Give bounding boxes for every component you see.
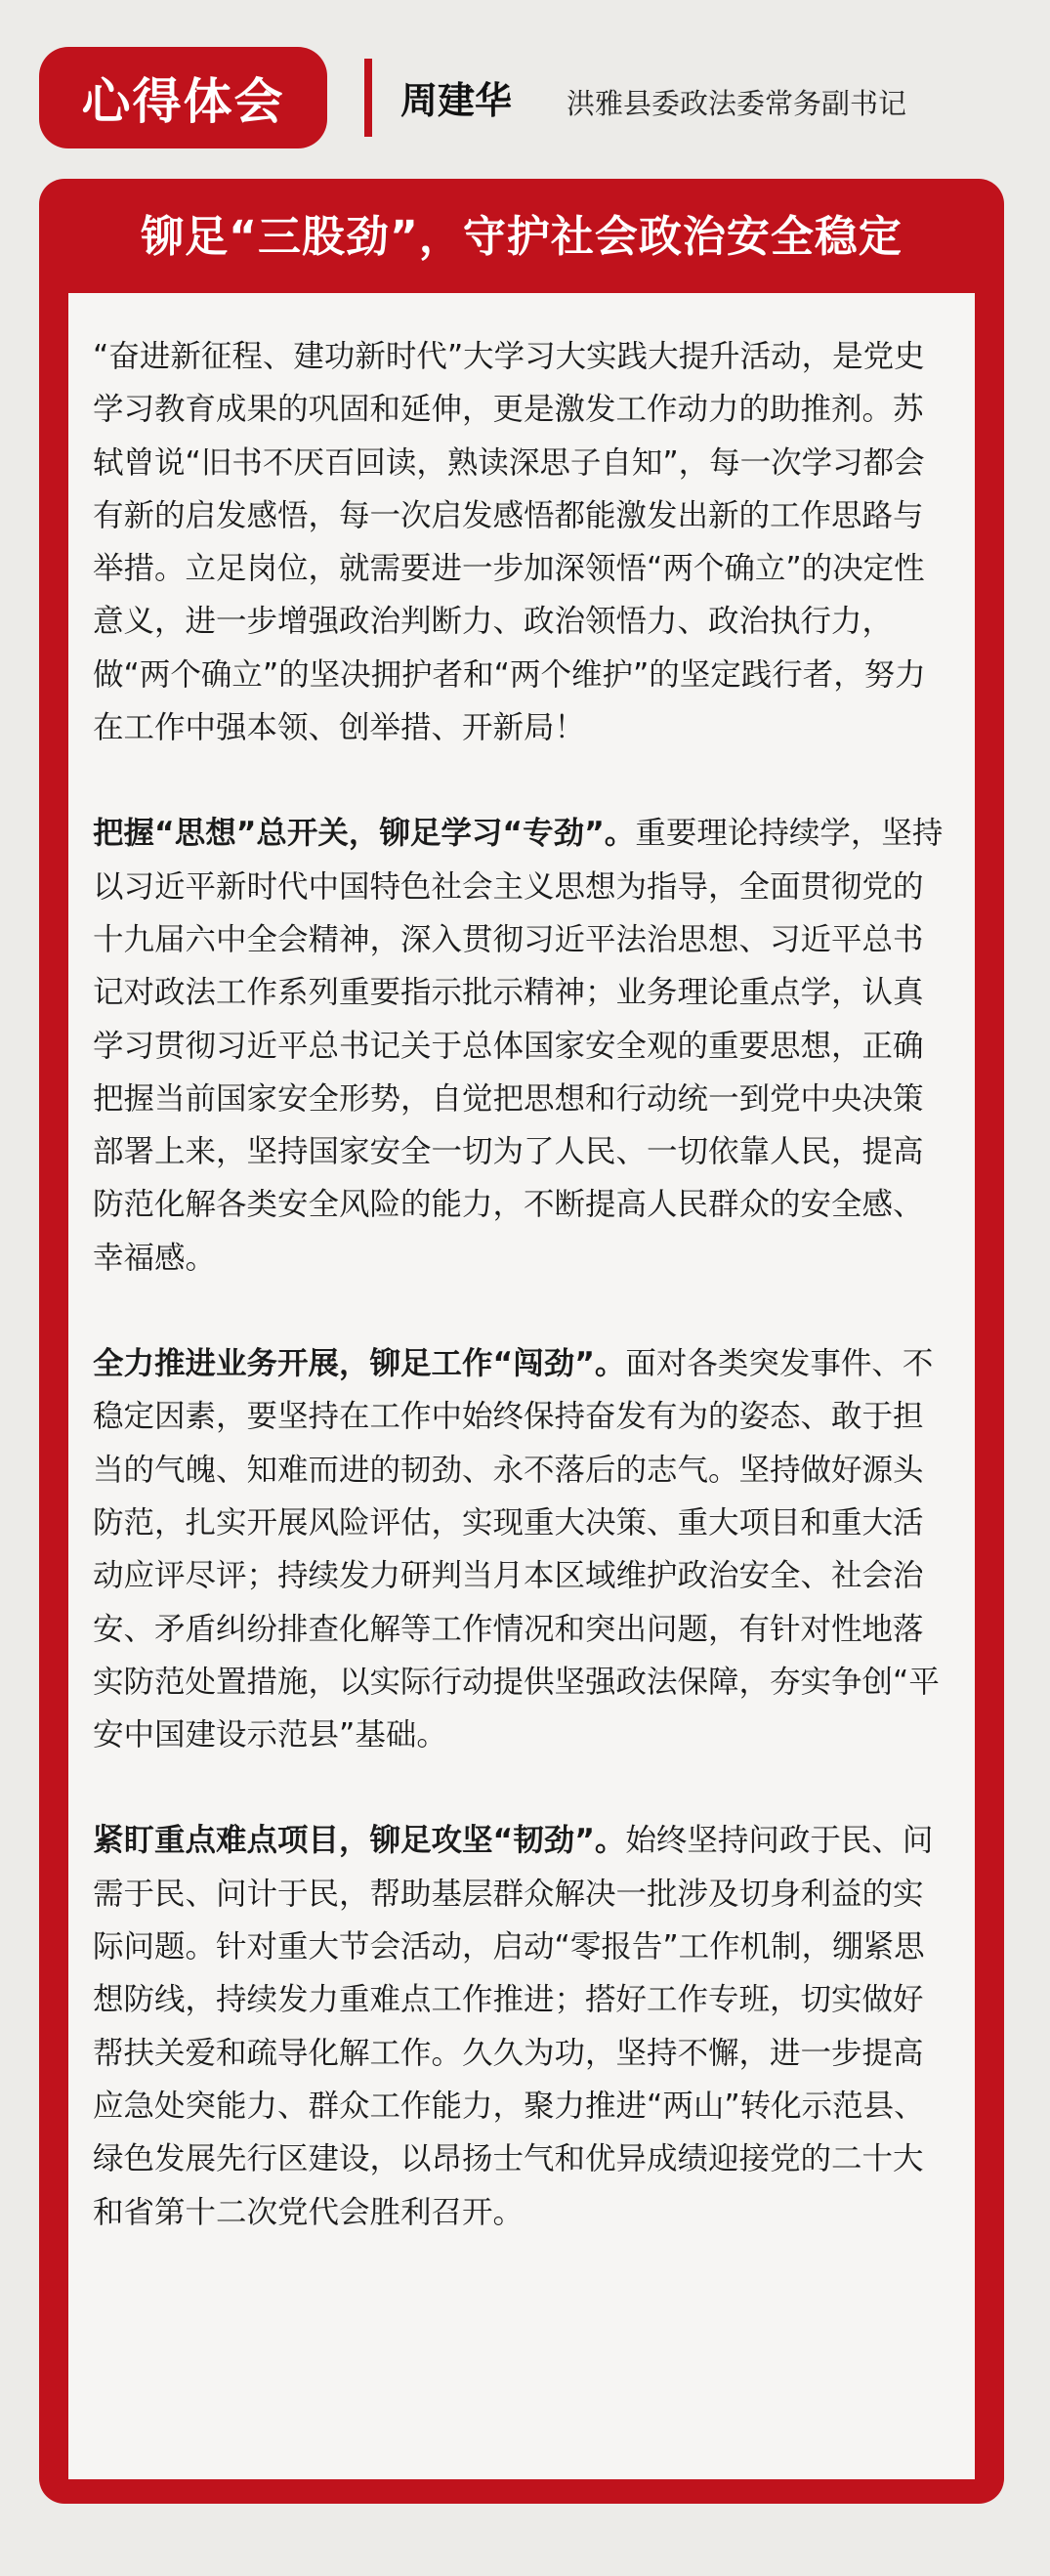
category-tag: 心得体会 [39,47,327,148]
section-text: 始终坚持问政于民、问需于民、问计于民，帮助基层群众解决一批涉及切身利益的实际问题。针对重大节会活动，启动“零报告”工作机制，绷紧思想防线，持续发力重难点工作推进；搭好工作专班，切实做好帮扶关爱和疏导化解工作。久久为功，坚持不懈，进一步提高应急处突能力、群众工作能力，聚力推进“两山”转化示范县、绿色发展先行区建设，以昂扬士气和优异成绩迎接党的二十大和省第十二次党代会胜利召开。 [93,1823,934,2230]
section-lead: 紧盯重点难点项目，铆足攻坚“韧劲”。 [93,1823,626,1859]
section-text: 重要理论持续学，坚持以习近平新时代中国特色社会主义思想为指导，全面贯彻党的十九届六中全会精神，深入贯彻习近平法治思想、习近平总书记对政法工作系列重要指示批示精神；业务理论重点学，认真学习贯彻习近平总书记关于总体国家安全观的重要思想，正确把握当前国家安全形势，自觉把思想和行动统一到党中央决策部署上来，坚持国家安全一切为了人民、一切依靠人民，提高防范化解各类安全风险的能力，不断提高人民群众的安全感、幸福感。 [93,816,944,1276]
section-lead: 把握“思想”总开关，铆足学习“专劲”。 [93,816,636,852]
section-lead: 全力推进业务开展，铆足工作“闯劲”。 [93,1346,626,1382]
intro-paragraph: “奋进新征程、建功新时代”大学习大实践大提升活动，是党史学习教育成果的巩固和延伸，更是激发工作动力的助推剂。苏轼曾说“旧书不厌百回读，熟读深思子自知”，每一次学习都会有新的启发感悟，每一次启发感悟都能激发出新的工作思路与举措。立足岗位，就需要进一步加深领悟“两个确立”的决定性意义，进一步增强政治判断力、政治领悟力、政治执行力，做“两个确立”的坚决拥护者和“两个维护”的坚定践行者，努力在工作中强本领、创举措、开新局！ [93,339,926,746]
author-name: 周建华 [400,79,513,122]
section-paragraph-2 [93,1337,952,1761]
article-body [93,330,952,2239]
article-title: 铆足“三股劲”，守护社会政治安全稳定 [141,212,903,262]
section-paragraph-3 [93,1814,952,2238]
section-text: 面对各类突发事件、不稳定因素，要坚持在工作中始终保持奋发有为的姿态、敢于担当的气魄、知难而进的韧劲、永不落后的志气。坚持做好源头防范，扎实开展风险评估，实现重大决策、重大项目和重大活动应评尽评；持续发力研判当月本区域维护政治安全、社会治安、矛盾纠纷排查化解等工作情况和突出问题，有针对性地落实防范处置措施，以实际行动提供坚强政法保障，夯实争创“平安中国建设示范县”基础。 [93,1346,940,1753]
section-paragraph-1 [93,807,952,1285]
header-divider [364,59,372,137]
author-title: 洪雅县委政法委常务副书记 [567,87,907,120]
